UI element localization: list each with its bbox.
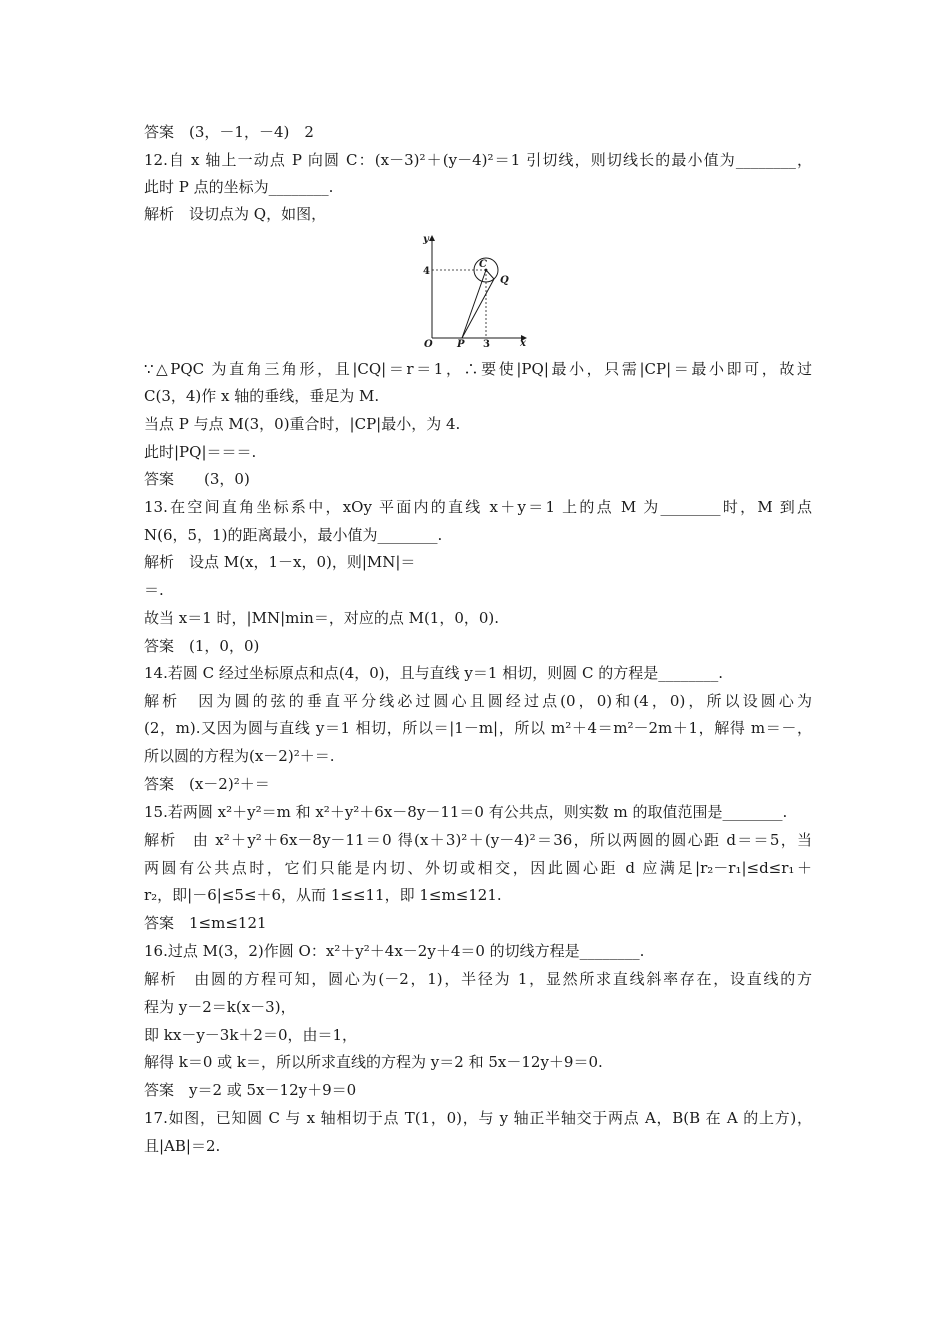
text-line: N(6，5，1)的距离最小，最小值为________.	[144, 526, 443, 544]
text-line: 答案 (3，－1，－4) 2	[144, 123, 314, 141]
label-tick-3: 3	[483, 339, 490, 348]
text-line: ∵△PQC 为直角三角形，且|CQ|＝r＝1，∴要使|PQ|最小，只需|CP|＝最小即可，故过	[144, 360, 812, 378]
text-line: 程为 y－2＝k(x－3)，	[144, 998, 296, 1016]
tangent-diagram	[420, 230, 532, 348]
label-x: x	[520, 338, 526, 348]
label-q: Q	[500, 275, 509, 286]
segment-pc	[462, 270, 486, 338]
text-line: 解得 k＝0 或 k＝，所以所求直线的方程为 y＝2 和 5x－12y＋9＝0.	[144, 1053, 603, 1071]
text-line: 14.若圆 C 经过坐标原点和点(4，0)，且与直线 y＝1 相切，则圆 C 的方程是________.	[144, 664, 723, 682]
text-line: 12.自 x 轴上一动点 P 向圆 C：(x－3)²＋(y－4)²＝1 引切线，则切线长的最小值为________，	[144, 151, 812, 169]
text-line: C(3，4)作 x 轴的垂线，垂足为 M.	[144, 387, 380, 405]
text-line: 解析 设点 M(x，1－x，0)，则|MN|＝	[144, 553, 416, 571]
text-line: 解析 由 x²＋y²＋6x－8y－11＝0 得(x＋3)²＋(y－4)²＝36，所以两圆的圆心距 d＝＝5，当	[144, 831, 812, 849]
text-line: 答案 y＝2 或 5x－12y＋9＝0	[144, 1081, 357, 1099]
label-tick-4: 4	[423, 266, 430, 277]
segment-pq	[462, 279, 494, 338]
text-line: 15.若两圆 x²＋y²＝m 和 x²＋y²＋6x－8y－11＝0 有公共点，则实数 m 的取值范围是________.	[144, 803, 788, 821]
text-line: 解析 因为圆的弦的垂直平分线必过圆心且圆经过点(0，0)和(4，0)，所以设圆心为	[144, 692, 812, 710]
text-line: 即 kx－y－3k＋2＝0，由＝1，	[144, 1026, 358, 1044]
text-line: 13.在空间直角坐标系中，xOy 平面内的直线 x＋y＝1 上的点 M 为________时，M 到点	[144, 498, 812, 516]
label-p: P	[457, 339, 465, 348]
text-line: (2，m).又因为圆与直线 y＝1 相切，所以＝|1－m|，所以 m²＋4＝m²－2m＋1，解得 m＝－，	[144, 719, 812, 737]
text-line: 答案 (1，0，0)	[144, 637, 260, 655]
text-line: 答案 1≤m≤121	[144, 914, 267, 932]
text-line: r₂，即|－6|≤5≤＋6，从而 1≤≤11，即 1≤m≤121.	[144, 886, 502, 904]
text-line: 此时|PQ|＝＝＝.	[144, 443, 257, 461]
segment-cq	[486, 270, 494, 279]
text-line: 所以圆的方程为(x－2)²＋＝.	[144, 747, 335, 765]
label-origin: O	[424, 339, 433, 348]
text-line: 故当 x＝1 时，|MN|min＝，对应的点 M(1，0，0).	[144, 609, 500, 627]
text-line: 答案 (x－2)²＋＝	[144, 775, 270, 793]
text-line: 17.如图，已知圆 C 与 x 轴相切于点 T(1，0)，与 y 轴正半轴交于两点 A，B(B 在 A 的上方)，	[144, 1109, 812, 1127]
text-line: 16.过点 M(3，2)作圆 O：x²＋y²＋4x－2y＋4＝0 的切线方程是________.	[144, 942, 645, 960]
label-y: y	[423, 234, 429, 245]
tangent-figure	[420, 230, 532, 348]
text-line: 且|AB|＝2.	[144, 1137, 221, 1155]
text-line: 当点 P 与点 M(3，0)重合时，|CP|最小，为 4.	[144, 415, 461, 433]
text-line: 此时 P 点的坐标为________.	[144, 178, 334, 196]
text-line: 解析 由圆的方程可知，圆心为(－2，1)，半径为 1，显然所求直线斜率存在，设直线的方	[144, 970, 812, 988]
text-line: 解析 设切点为 Q，如图，	[144, 205, 327, 223]
text-line: ＝.	[144, 581, 164, 599]
text-line: 两圆有公共点时，它们只能是内切、外切或相交，因此圆心距 d 应满足|r₂－r₁|≤d≤r₁＋	[144, 859, 812, 877]
text-line: 答案 (3，0)	[144, 470, 250, 488]
label-c: C	[479, 259, 487, 270]
